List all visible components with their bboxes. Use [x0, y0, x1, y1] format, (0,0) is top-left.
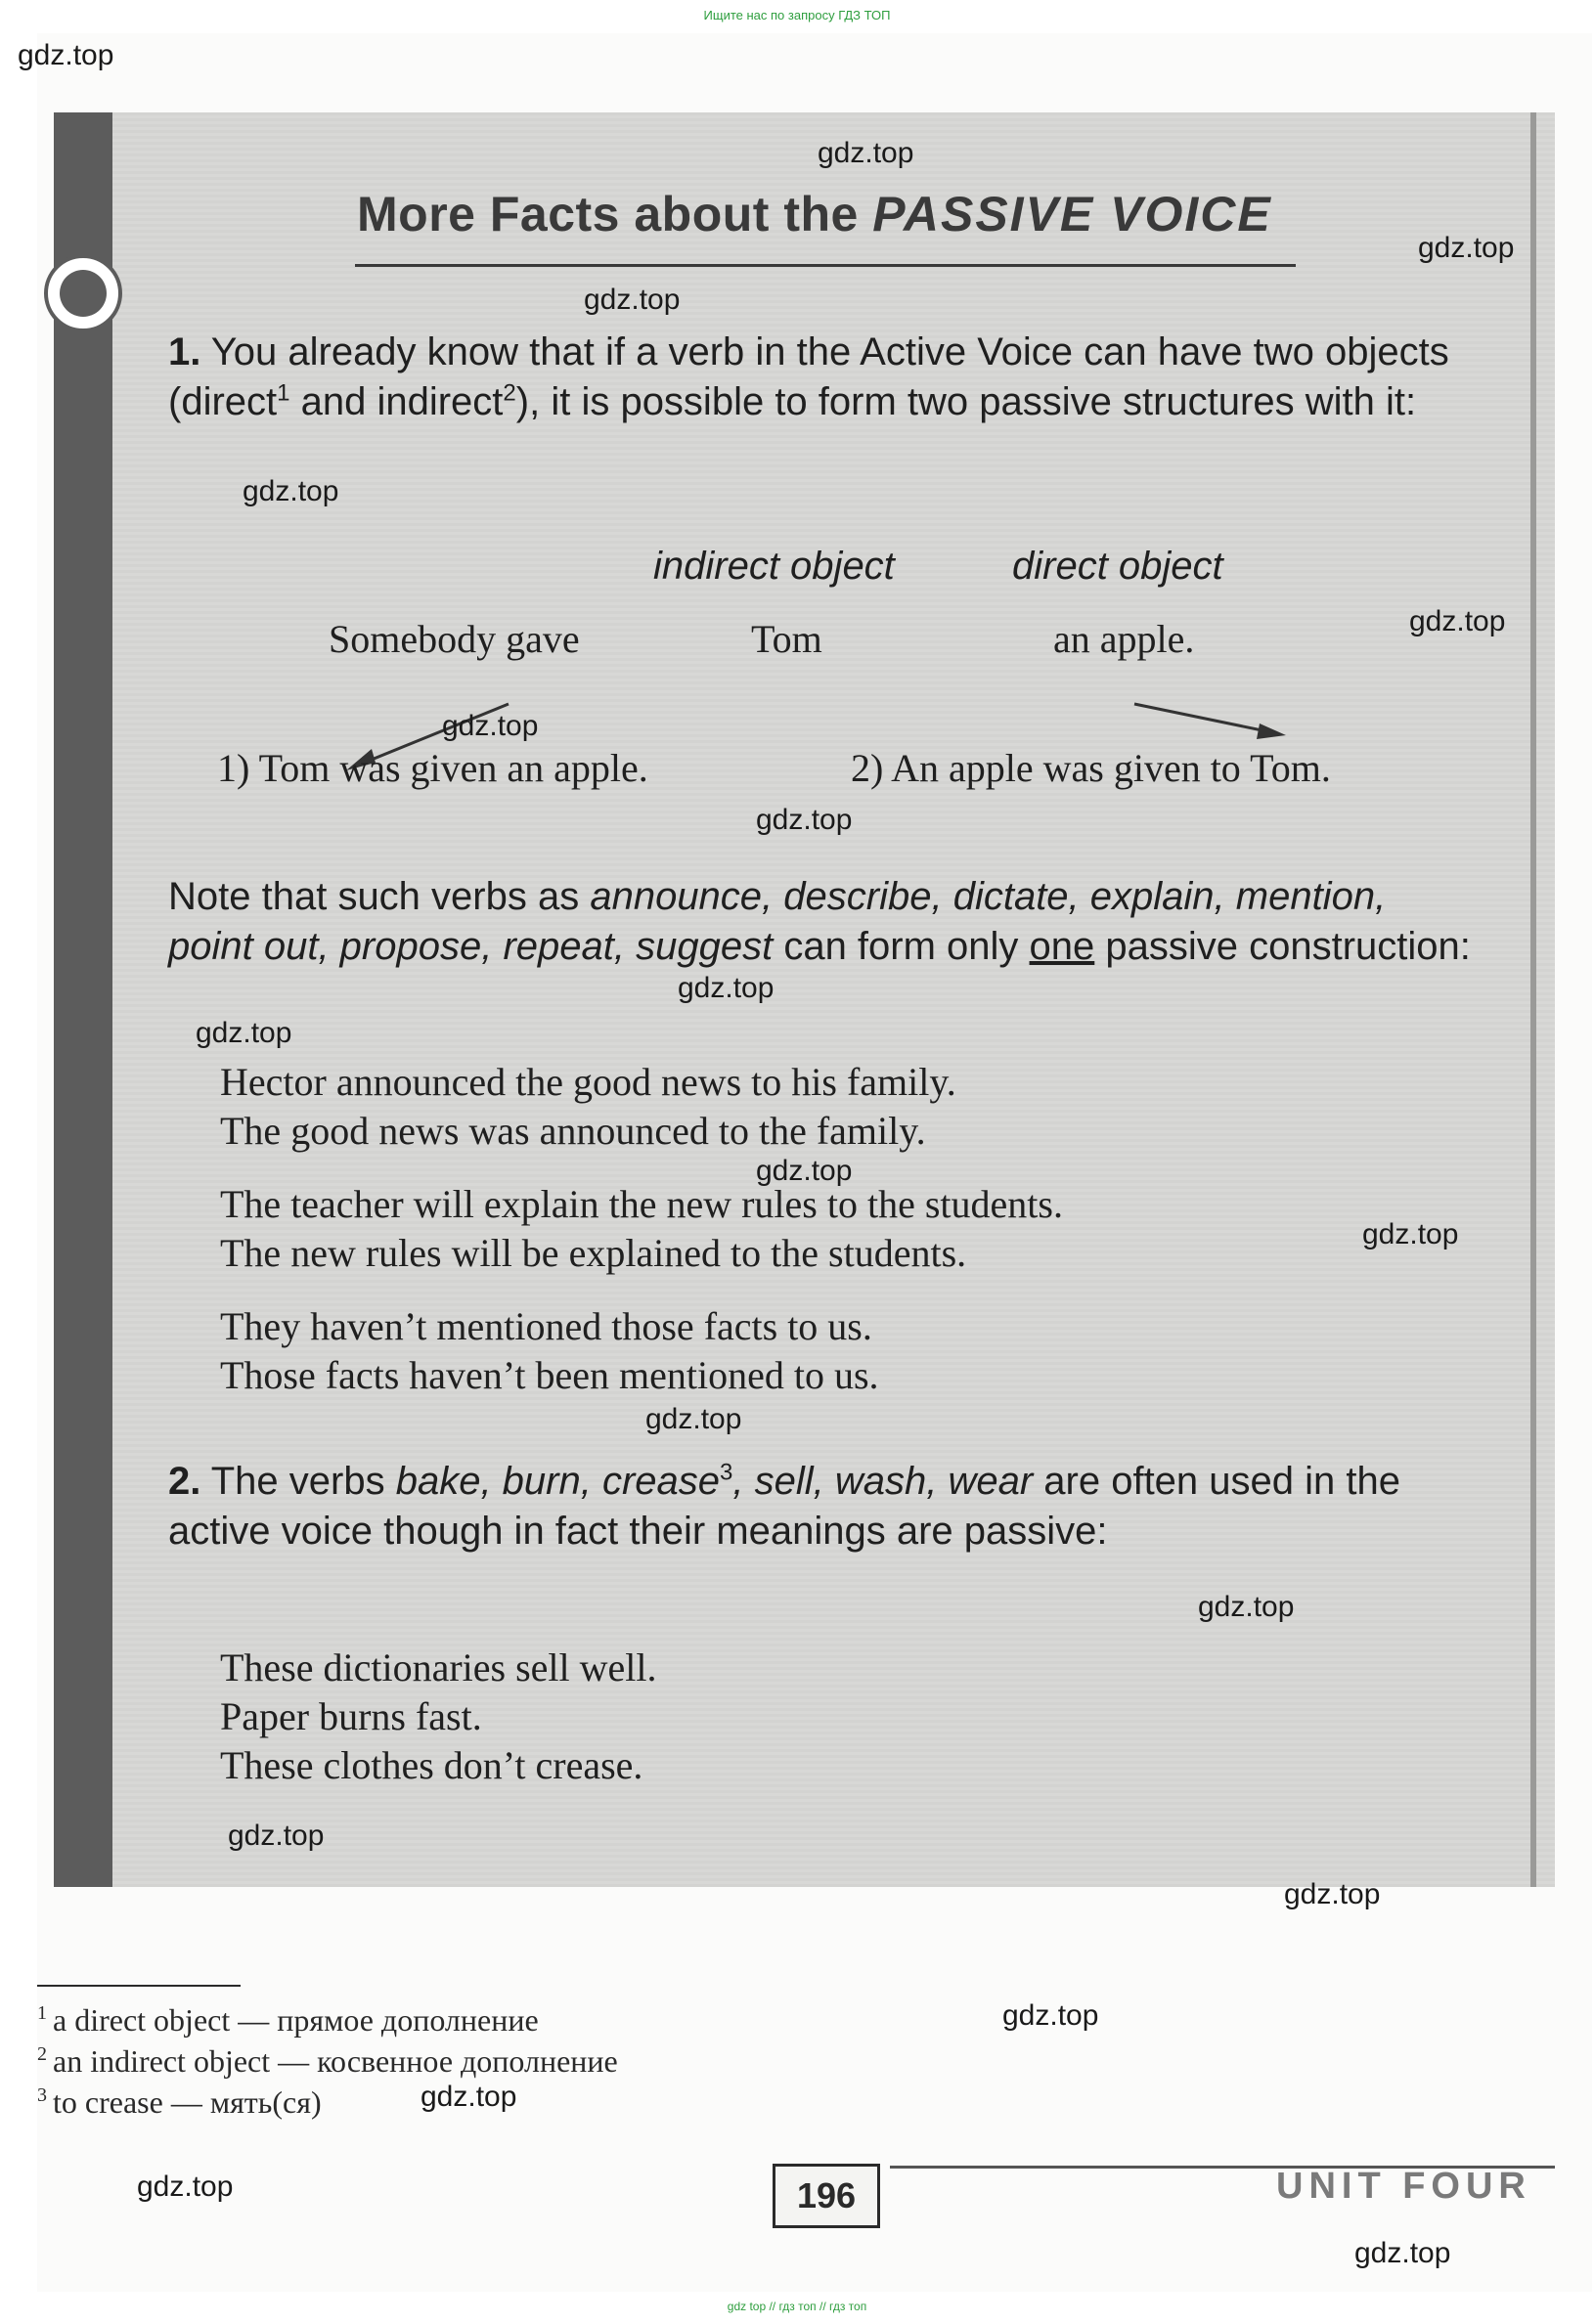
note-verbs: announce, describe, dictate, explain, mention, point out, propose, repeat, suggest — [168, 875, 1387, 968]
section2-number: 2. — [168, 1460, 201, 1503]
result-2: 2) An apple was given to Tom. — [851, 746, 1331, 790]
title-part1: More Facts about the — [357, 187, 873, 241]
watermark: gdz.top — [228, 1820, 325, 1852]
watermark: gdz.top — [421, 2081, 517, 2113]
section2-verbs-b: , sell, wash, wear — [732, 1460, 1034, 1503]
footnote-number: 3 — [37, 2084, 47, 2107]
example-line: Hector announced the good news to his family. — [220, 1060, 956, 1104]
watermark: gdz.top — [678, 972, 775, 1004]
direct-object-label: direct object — [1012, 545, 1223, 588]
example-line: The good news was announced to the family. — [220, 1109, 926, 1153]
watermark: gdz.top — [756, 1155, 853, 1187]
watermark: gdz.top — [1354, 2237, 1451, 2269]
section1-text-b: and indirect — [289, 380, 504, 423]
panel-edge — [1530, 112, 1536, 1887]
example-line: These dictionaries sell well. — [220, 1645, 657, 1689]
watermark: gdz.top — [818, 137, 914, 169]
footnote-number: 2 — [37, 2043, 47, 2066]
arrow-right — [1134, 704, 1276, 733]
unit-label: UNIT FOUR — [1276, 2166, 1531, 2207]
watermark: gdz.top — [584, 284, 681, 316]
example-subject: Somebody gave — [329, 617, 580, 661]
footnote-divider — [37, 1985, 241, 1987]
example-direct: an apple. — [1053, 617, 1195, 661]
title-underline — [355, 264, 1296, 267]
indirect-object-label: indirect object — [653, 545, 895, 588]
section1-text-c: ), it is possible to form two passive structures with it: — [515, 380, 1417, 423]
page-title — [357, 186, 1335, 242]
footnote-ref-1: 1 — [277, 379, 290, 407]
watermark: gdz.top — [1002, 1999, 1099, 2032]
watermark: gdz.top — [645, 1403, 742, 1435]
footnote-1 — [37, 2002, 539, 2039]
example-line: They haven’t mentioned those facts to us. — [220, 1304, 872, 1348]
section1-number: 1. — [168, 330, 201, 373]
example-line: These clothes don’t crease. — [220, 1743, 643, 1787]
footnote-3 — [37, 2084, 322, 2121]
note-text-a: Note that such verbs as — [168, 875, 591, 918]
watermark: gdz.top — [1198, 1591, 1295, 1623]
section2-text-b: are often used in the active voice though in fact their meanings are passive: — [168, 1460, 1400, 1553]
watermark: gdz.top — [1409, 605, 1506, 637]
section1-note — [168, 872, 1479, 972]
section2-intro — [168, 1457, 1479, 1557]
section1-text-a: You already know that if a verb in the Active Voice can have two objects (direct — [168, 330, 1449, 423]
note-text-c: passive construction: — [1094, 925, 1471, 968]
example-indirect: Tom — [751, 617, 822, 661]
title-part2: PASSIVE VOICE — [872, 187, 1272, 241]
footnote-text: an indirect object — косвенное дополнение — [53, 2043, 618, 2079]
footnote-2 — [37, 2043, 618, 2080]
bottom-banner: gdz top // гдз топ // гдз топ — [727, 2300, 867, 2313]
example-line: The teacher will explain the new rules to the students. — [220, 1182, 1063, 1226]
footnote-ref-3: 3 — [720, 1459, 733, 1486]
arrow-right-head — [1257, 724, 1286, 739]
focus-vertical-text — [39, 137, 127, 391]
note-one: one — [1029, 925, 1095, 968]
watermark: gdz.top — [137, 2171, 234, 2203]
section2-text-a: The verbs — [200, 1460, 396, 1503]
example-line: The new rules will be explained to the students. — [220, 1231, 967, 1275]
watermark: gdz.top — [442, 710, 539, 742]
watermark: gdz.top — [1362, 1218, 1459, 1250]
footnote-ref-2: 2 — [503, 379, 516, 407]
watermark: gdz.top — [756, 804, 853, 836]
watermark: gdz.top — [196, 1017, 292, 1049]
example-line: Paper burns fast. — [220, 1694, 482, 1738]
result-1: 1) Tom was given an apple. — [217, 746, 648, 790]
watermark: gdz.top — [1418, 232, 1515, 264]
section2-verbs-a: bake, burn, crease — [395, 1460, 721, 1503]
watermark: gdz.top — [243, 475, 339, 507]
focus-label — [39, 137, 127, 391]
page-number: 196 — [773, 2164, 880, 2228]
top-banner: Ищите нас по запросу ГДЗ ТОП — [703, 8, 891, 22]
example-line: Those facts haven’t been mentioned to us. — [220, 1353, 879, 1397]
footnote-number: 1 — [37, 2002, 47, 2025]
note-text-b: can form only — [773, 925, 1030, 968]
watermark: gdz.top — [1284, 1878, 1381, 1910]
footnote-text: a direct object — прямое дополнение — [53, 2002, 539, 2038]
watermark: gdz.top — [18, 39, 114, 71]
footnote-text: to crease — мять(ся) — [53, 2084, 322, 2120]
section1-intro — [168, 328, 1479, 427]
